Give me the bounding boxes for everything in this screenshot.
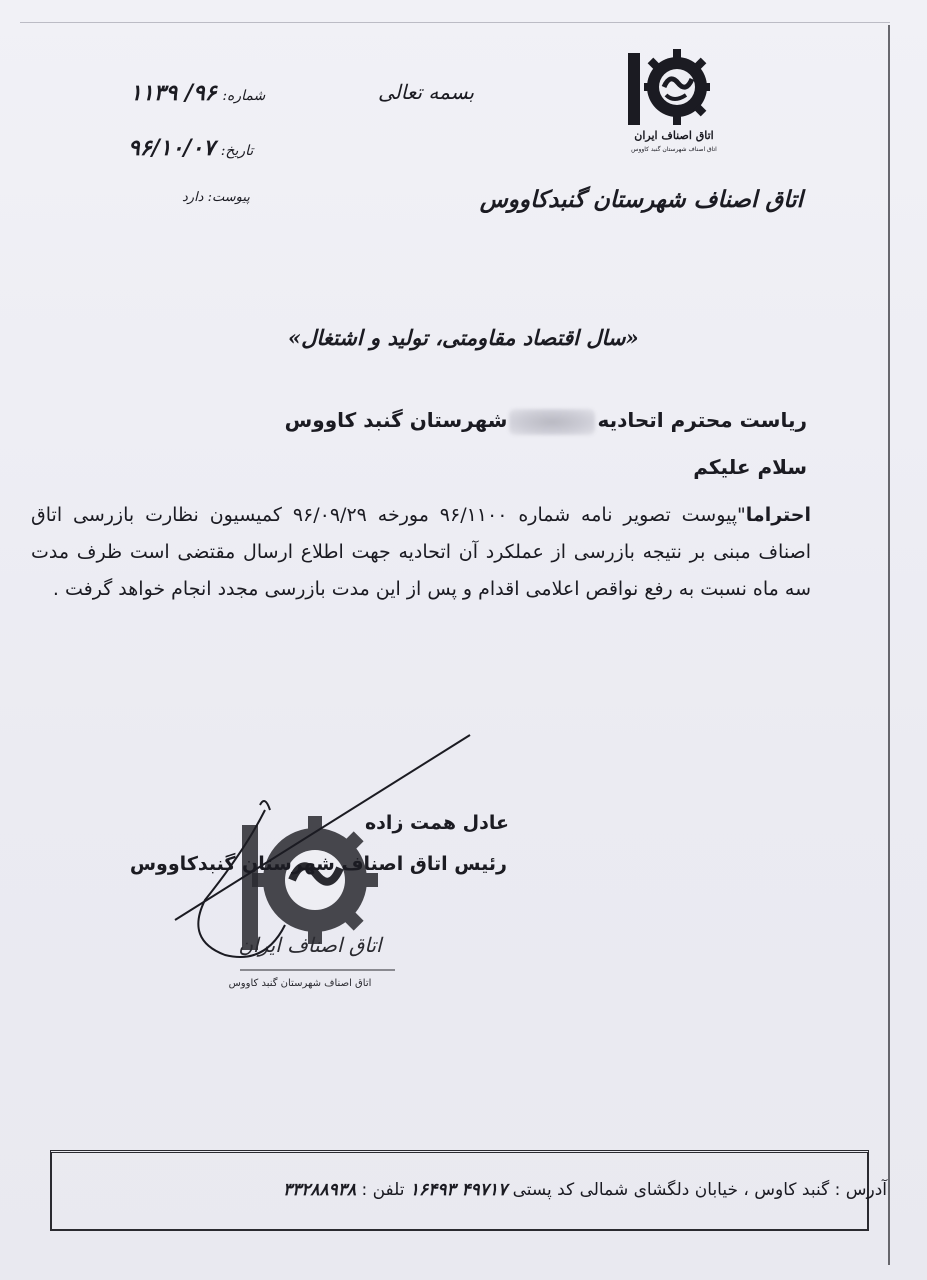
addressee: [285, 408, 807, 435]
logo-text: اتاق اصناف ایران: [634, 129, 714, 142]
body-text: "پیوست تصویر نامه شماره ۹۶/۱۱۰۰ مورخه ۹۶/۰۹/۲۹ کمیسیون نظارت بازرسی اتاق اصناف مبنی بر نتیجه بازرسی از عملکرد آن اتحادیه جهت اطلاع ارسال مقتضی است ظرف مدت سه ماه نسبت به رفع نواقص اعلامی اقدام و پس از این مدت بازرسی مجدد انجام خواهد گرفت .: [31, 504, 811, 600]
letter-body: [31, 497, 811, 608]
greeting: سلام علیکم: [693, 455, 807, 479]
signer-title: رئیس اتاق اصناف شهرستان گنبدکاووس: [129, 853, 507, 875]
guild-logo: [612, 45, 722, 155]
number-label: شماره:: [222, 88, 266, 104]
date-value: ۹۶/۱۰/۰۷: [128, 135, 215, 161]
address-text: آدرس : گنبد کاوس ، خیابان دلگشای شمالی کد پستی: [512, 1180, 887, 1200]
signer-name: عادل همت زاده: [364, 812, 509, 834]
letter-number: [130, 80, 265, 106]
year-motto: «سال اقتصاد مقاومتی، تولید و اشتغال»: [288, 325, 639, 350]
phone-number: ۳۳۲۸۸۹۳۸: [283, 1180, 357, 1200]
logo-subtext: اتاق اصناف شهرستان گنبد کاووس: [631, 146, 717, 153]
postal-code: ۴۹۷۱۷ ۱۶۴۹۳: [409, 1180, 508, 1200]
body-lead: احتراما: [745, 504, 811, 526]
redacted-union-name: [509, 409, 595, 435]
organization-name: اتاق اصناف شهرستان گنبدکاووس: [479, 186, 803, 213]
date-label: تاریخ:: [220, 143, 254, 159]
attachment-note: پیوست: دارد: [182, 190, 250, 205]
letter-date: [128, 135, 253, 161]
basmala: بسمه تعالی: [378, 80, 475, 104]
phone-label: تلفن :: [361, 1180, 405, 1200]
page-edge-line: [888, 25, 890, 1265]
addressee-part2: شهرستان گنبد کاووس: [284, 408, 508, 432]
footer-address: [283, 1180, 887, 1200]
stamp-subtext: اتاق اصناف شهرستان گنبد کاووس: [228, 978, 372, 989]
number-value: ۹۶/ ۱۱۳۹: [130, 80, 217, 106]
stamp-text: اتاق اصناف ایران: [238, 933, 382, 957]
top-edge: [20, 22, 890, 23]
addressee-part1: ریاست محترم اتحادیه: [597, 408, 807, 432]
